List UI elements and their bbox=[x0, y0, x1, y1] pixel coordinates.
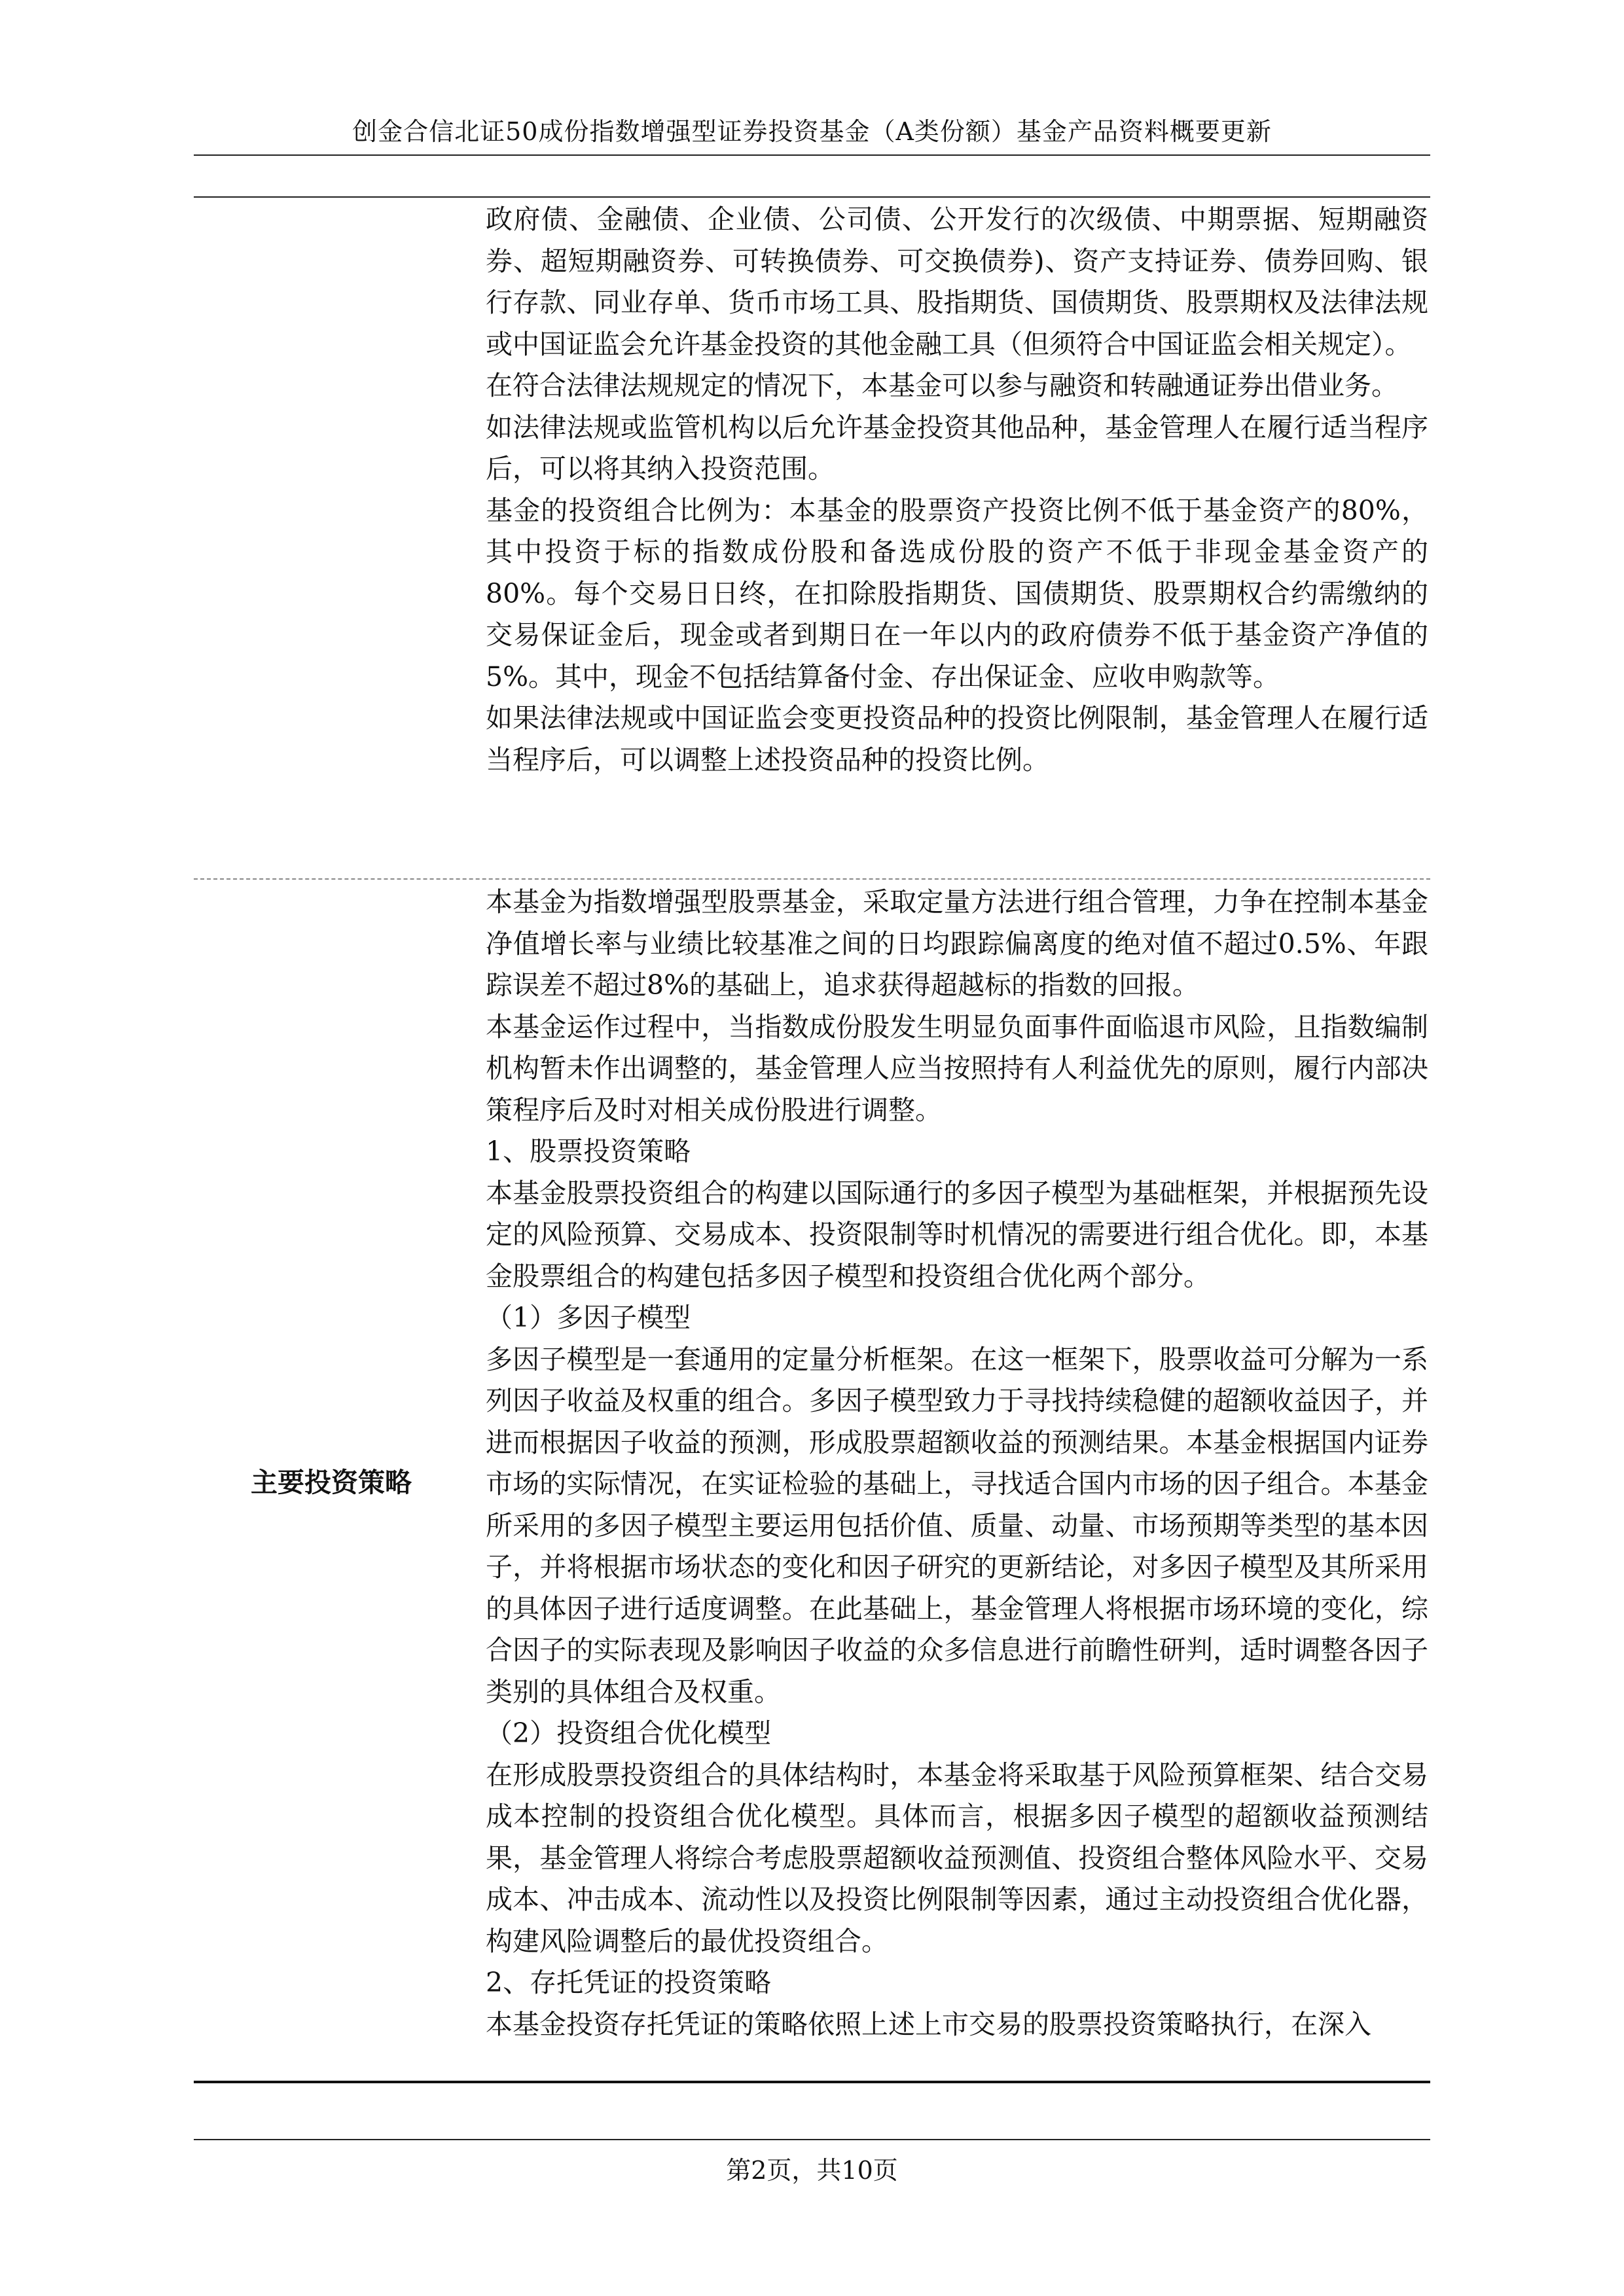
paragraph: 本基金投资存托凭证的策略依照上述上市交易的股票投资策略执行，在深入 bbox=[486, 2008, 1371, 2040]
paragraph: 本基金为指数增强型股票基金，采取定量方法进行组合管理，力争在控制本基金净值增长率与业绩比较基准之间的日均跟踪偏离度的绝对值不超过0.5%、年跟踪误差不超过8%的基础上，追求获得超越标的指数的回报。 bbox=[486, 886, 1428, 1001]
subheading: （2）投资组合优化模型 bbox=[486, 1717, 772, 1749]
paragraph: 本基金股票投资组合的构建以国际通行的多因子模型为基础框架，并根据预先设定的风险预算、交易成本、投资限制等时机情况的需要进行组合优化。即，本基金股票组合的构建包括多因子模型和投资组合优化两个部分。 bbox=[486, 1177, 1428, 1292]
page-header-title: 创金合信北证50成份指数增强型证券投资基金（A类份额）基金产品资料概要更新 bbox=[352, 117, 1272, 146]
page-number: 第2页，共10页 bbox=[726, 2156, 898, 2185]
subheading: （1）多因子模型 bbox=[486, 1302, 691, 1333]
strategy-label: 主要投资策略 bbox=[251, 1467, 412, 1498]
row-divider bbox=[194, 878, 1430, 880]
subheading: 2、存托凭证的投资策略 bbox=[486, 1967, 772, 1998]
strategy-content bbox=[486, 882, 1428, 2045]
paragraph: 本基金运作过程中，当指数成份股发生明显负面事件面临退市风险，且指数编制机构暂未作出调整的，基金管理人应当按照持有人利益优先的原则，履行内部决策程序后及时对相关成份股进行调整。 bbox=[486, 1011, 1428, 1126]
strategy-label-cell bbox=[194, 881, 469, 2079]
paragraph: 在符合法律法规规定的情况下，本基金可以参与融资和转融通证券出借业务。 bbox=[486, 370, 1398, 401]
paragraph: 政府债、金融债、企业债、公司债、公开发行的次级债、中期票据、短期融资券、超短期融资券、可转换债券、可交换债券)、资产支持证券、债券回购、银行存款、同业存单、货币市场工具、股指期货、国债期货、股票期权及法律法规或中国证监会允许基金投资的其他金融工具（但须符合中国证监会相关规定）。 bbox=[486, 204, 1428, 360]
paragraph: 如果法律法规或中国证监会变更投资品种的投资比例限制，基金管理人在履行适当程序后，可以调整上述投资品种的投资比例。 bbox=[486, 702, 1428, 776]
investment-scope-content bbox=[486, 199, 1428, 781]
paragraph: 多因子模型是一套通用的定量分析框架。在这一框架下，股票收益可分解为一系列因子收益及权重的组合。多因子模型致力于寻找持续稳健的超额收益因子，并进而根据因子收益的预测，形成股票超额收益的预测结果。本基金根据国内证券市场的实际情况，在实证检验的基础上，寻找适合国内市场的因子组合。本基金所采用的多因子模型主要运用包括价值、质量、动量、市场预期等类型的基本因子，并将根据市场状态的变化和因子研究的更新结论，对多因子模型及其所采用的具体因子进行适度调整。在此基础上，基金管理人将根据市场环境的变化，综合因子的实际表现及影响因子收益的众多信息进行前瞻性研判，适时调整各因子类别的具体组合及权重。 bbox=[486, 1343, 1428, 1708]
footer-divider bbox=[194, 2139, 1430, 2140]
header-divider bbox=[194, 154, 1430, 156]
paragraph: 在形成股票投资组合的具体结构时，本基金将采取基于风险预算框架、结合交易成本控制的投资组合优化模型。具体而言，根据多因子模型的超额收益预测结果，基金管理人将综合考虑股票超额收益预测值、投资组合整体风险水平、交易成本、冲击成本、流动性以及投资比例限制等因素，通过主动投资组合优化器，构建风险调整后的最优投资组合。 bbox=[486, 1759, 1428, 1957]
subheading: 1、股票投资策略 bbox=[486, 1136, 691, 1167]
paragraph: 如法律法规或监管机构以后允许基金投资其他品种，基金管理人在履行适当程序后，可以将其纳入投资范围。 bbox=[486, 411, 1428, 484]
paragraph: 基金的投资组合比例为：本基金的股票资产投资比例不低于基金资产的80%，其中投资于标的指数成份股和备选成份股的资产不低于非现金基金资产的80%。每个交易日日终，在扣除股指期货、国债期货、股票期权合约需缴纳的交易保证金后，现金或者到期日在一年以内的政府债券不低于基金资产净值的5%。其中，现金不包括结算备付金、存出保证金、应收申购款等。 bbox=[486, 494, 1428, 692]
